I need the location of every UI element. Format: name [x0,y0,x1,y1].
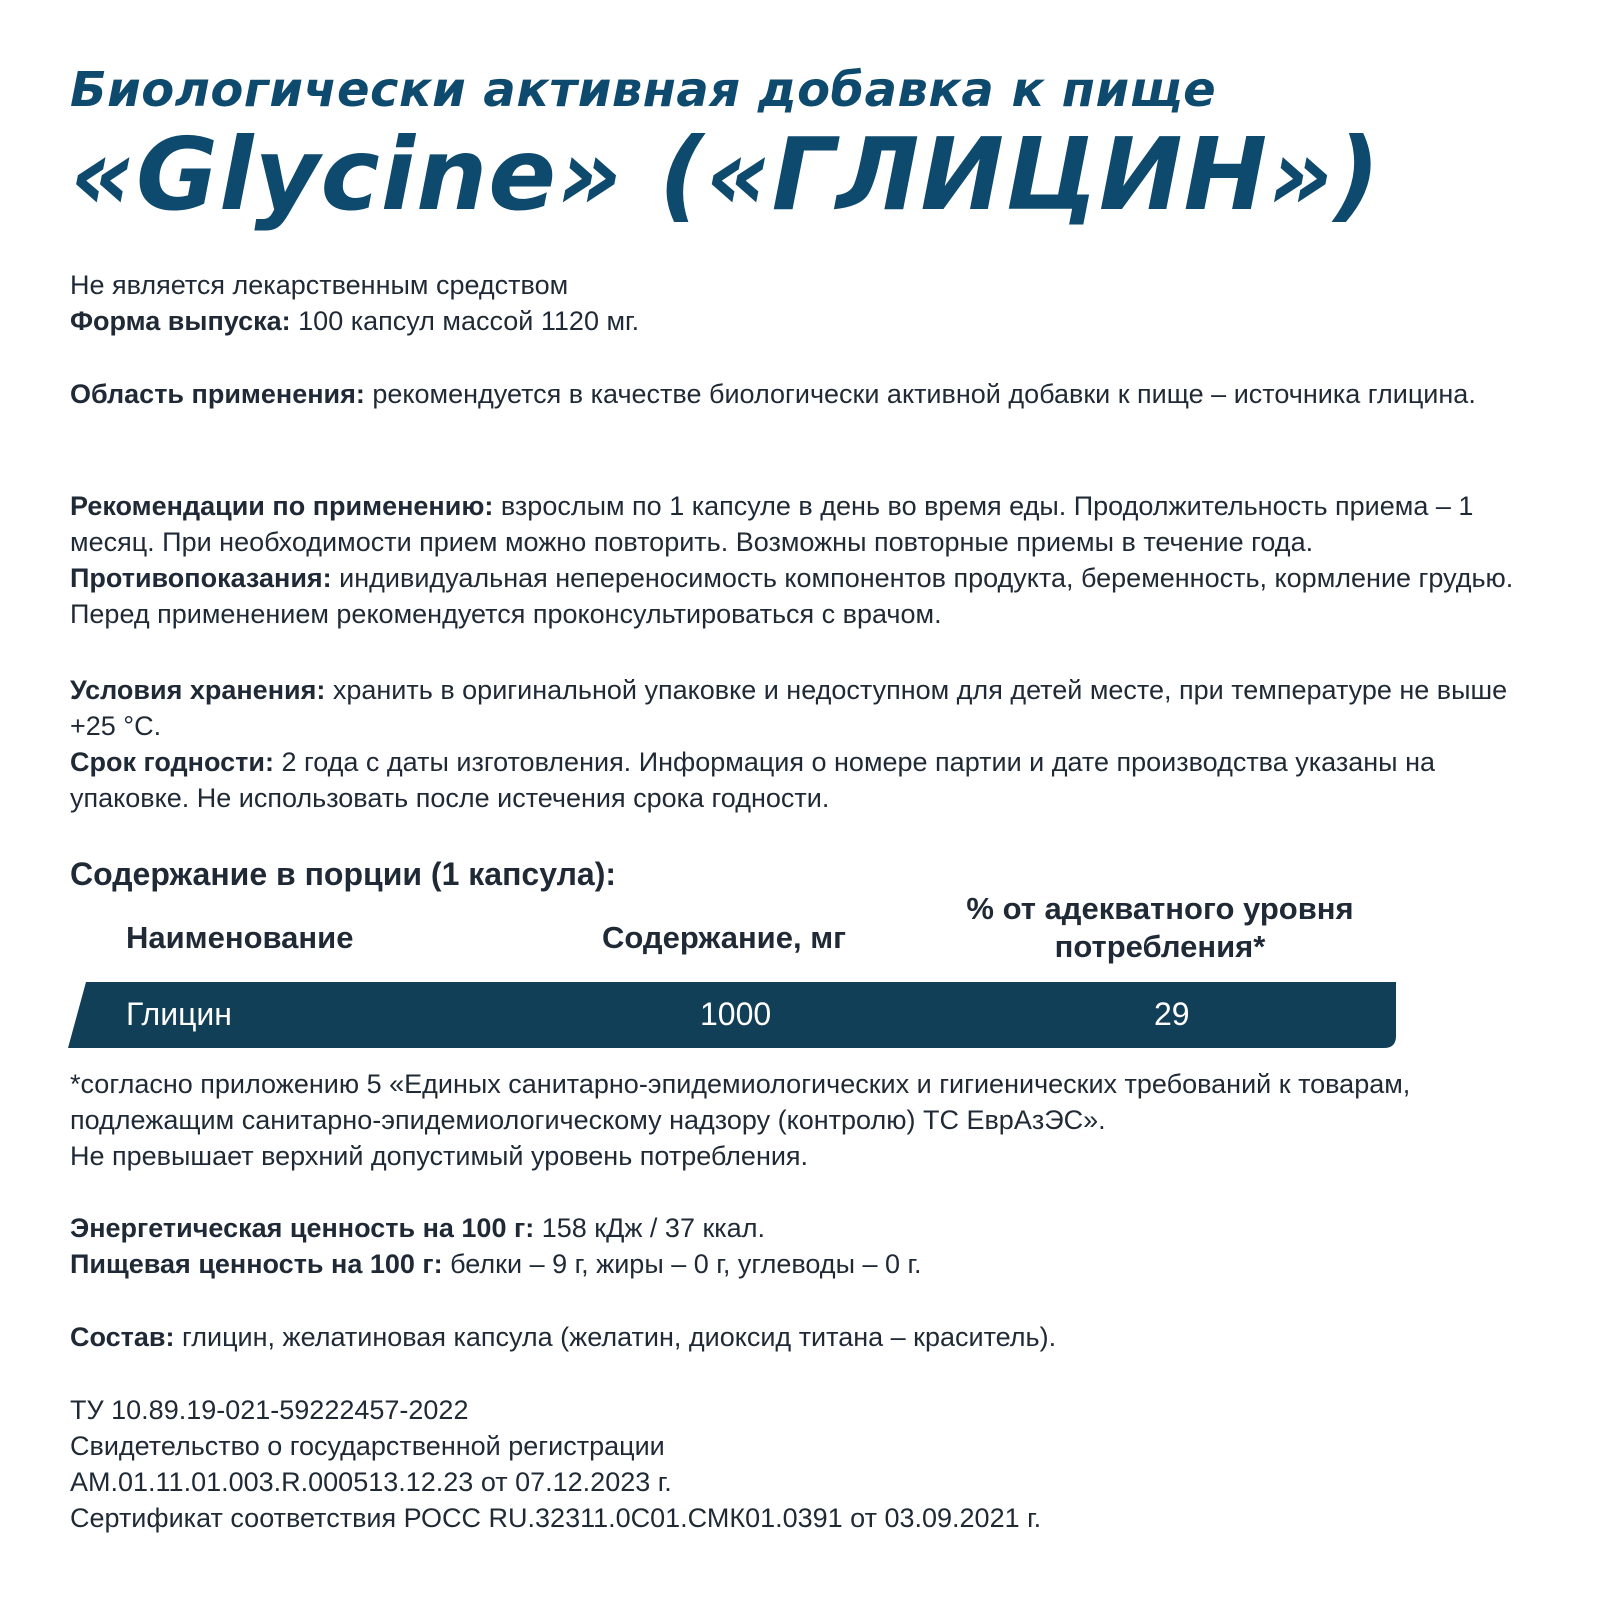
application-label: Область применения: [70,379,365,409]
form-value: 100 капсул массой 1120 мг. [290,306,640,336]
table-cell-name: Глицин [126,996,232,1032]
footnote-block [70,1066,1540,1174]
table-cell-amount: 1000 [700,996,772,1032]
composition-label: Состав: [70,1322,175,1352]
product-subtitle: Биологически активная добавка к пище [70,62,1217,118]
energy-label: Энергетическая ценность на 100 г: [70,1213,535,1243]
storage-block [70,672,1540,816]
footnote-text: *согласно приложению 5 «Единых санитарно-эпидемиологических и гигиенических требований к товарам, подлежащим санитарно-эпидемиологическому надзору (контролю) ТС ЕврАзЭС». [70,1069,1411,1135]
certificate-number: AM.01.11.01.003.R.000513.12.23 от 07.12.2023 г. [70,1467,672,1497]
registration-block [70,1392,1540,1536]
column-header-amount: Содержание, мг [602,920,847,955]
shelf-life-label: Срок годности: [70,747,274,777]
shelf-life-value: 2 года с даты изготовления. Информация о номере партии и дате производства указаны на упаковке. Не использовать после истечения срока годности. [70,747,1436,813]
product-name: «Glycine» («ГЛИЦИН») [70,116,1381,233]
tu-number: ТУ 10.89.19-021-59222457-2022 [70,1395,469,1425]
intro-block [70,267,1540,339]
serving-heading: Содержание в порции (1 капсула): [70,856,617,892]
composition-value: глицин, желатиновая капсула (желатин, диоксид титана – краситель). [174,1322,1057,1352]
column-header-percent: % от адекватного уровня потребления* [966,891,1354,964]
composition-block [70,1319,1540,1355]
nutrients-label: Пищевая ценность на 100 г: [70,1249,443,1279]
application-block [70,376,1540,412]
storage-value: хранить в оригинальной упаковке и недоступном для детей месте, при температуре не выше +25 °С. [70,675,1508,741]
recommendations-value: взрослым по 1 капсуле в день во время еды. Продолжительность приема – 1 месяц. При необходимости прием можно повторить. Возможны повторные приемы в течение года. [70,491,1474,557]
upper-limit-note: Не превышает верхний допустимый уровень потребления. [70,1141,809,1171]
certificate-title: Свидетельство о государственной регистрации [70,1431,665,1461]
table-cell-percent: 29 [1154,996,1190,1032]
application-value: рекомендуется в качестве биологически активной добавки к пище – источника глицина. [364,379,1476,409]
form-label: Форма выпуска: [70,306,291,336]
recommendations-label: Рекомендации по применению: [70,491,494,521]
nutrients-value: белки – 9 г, жиры – 0 г, углеводы – 0 г. [442,1249,922,1279]
not-medicine-note: Не является лекарственным средством [70,270,569,300]
contraindications-value: индивидуальная непереносимость компонентов продукта, беременность, кормление грудью. Перед применением рекомендуется проконсультироваться с врачом. [70,563,1514,629]
energy-value: 158 кДж / 37 ккал. [534,1213,765,1243]
nutrition-block [70,1210,1540,1282]
contraindications-label: Противопоказания: [70,563,332,593]
column-header-name: Наименование [126,920,354,955]
recommendations-block [70,488,1540,632]
storage-label: Условия хранения: [70,675,326,705]
conformity-certificate: Сертификат соответствия РОСС RU.32311.0С01.СМК01.0391 от 03.09.2021 г. [70,1503,1042,1533]
